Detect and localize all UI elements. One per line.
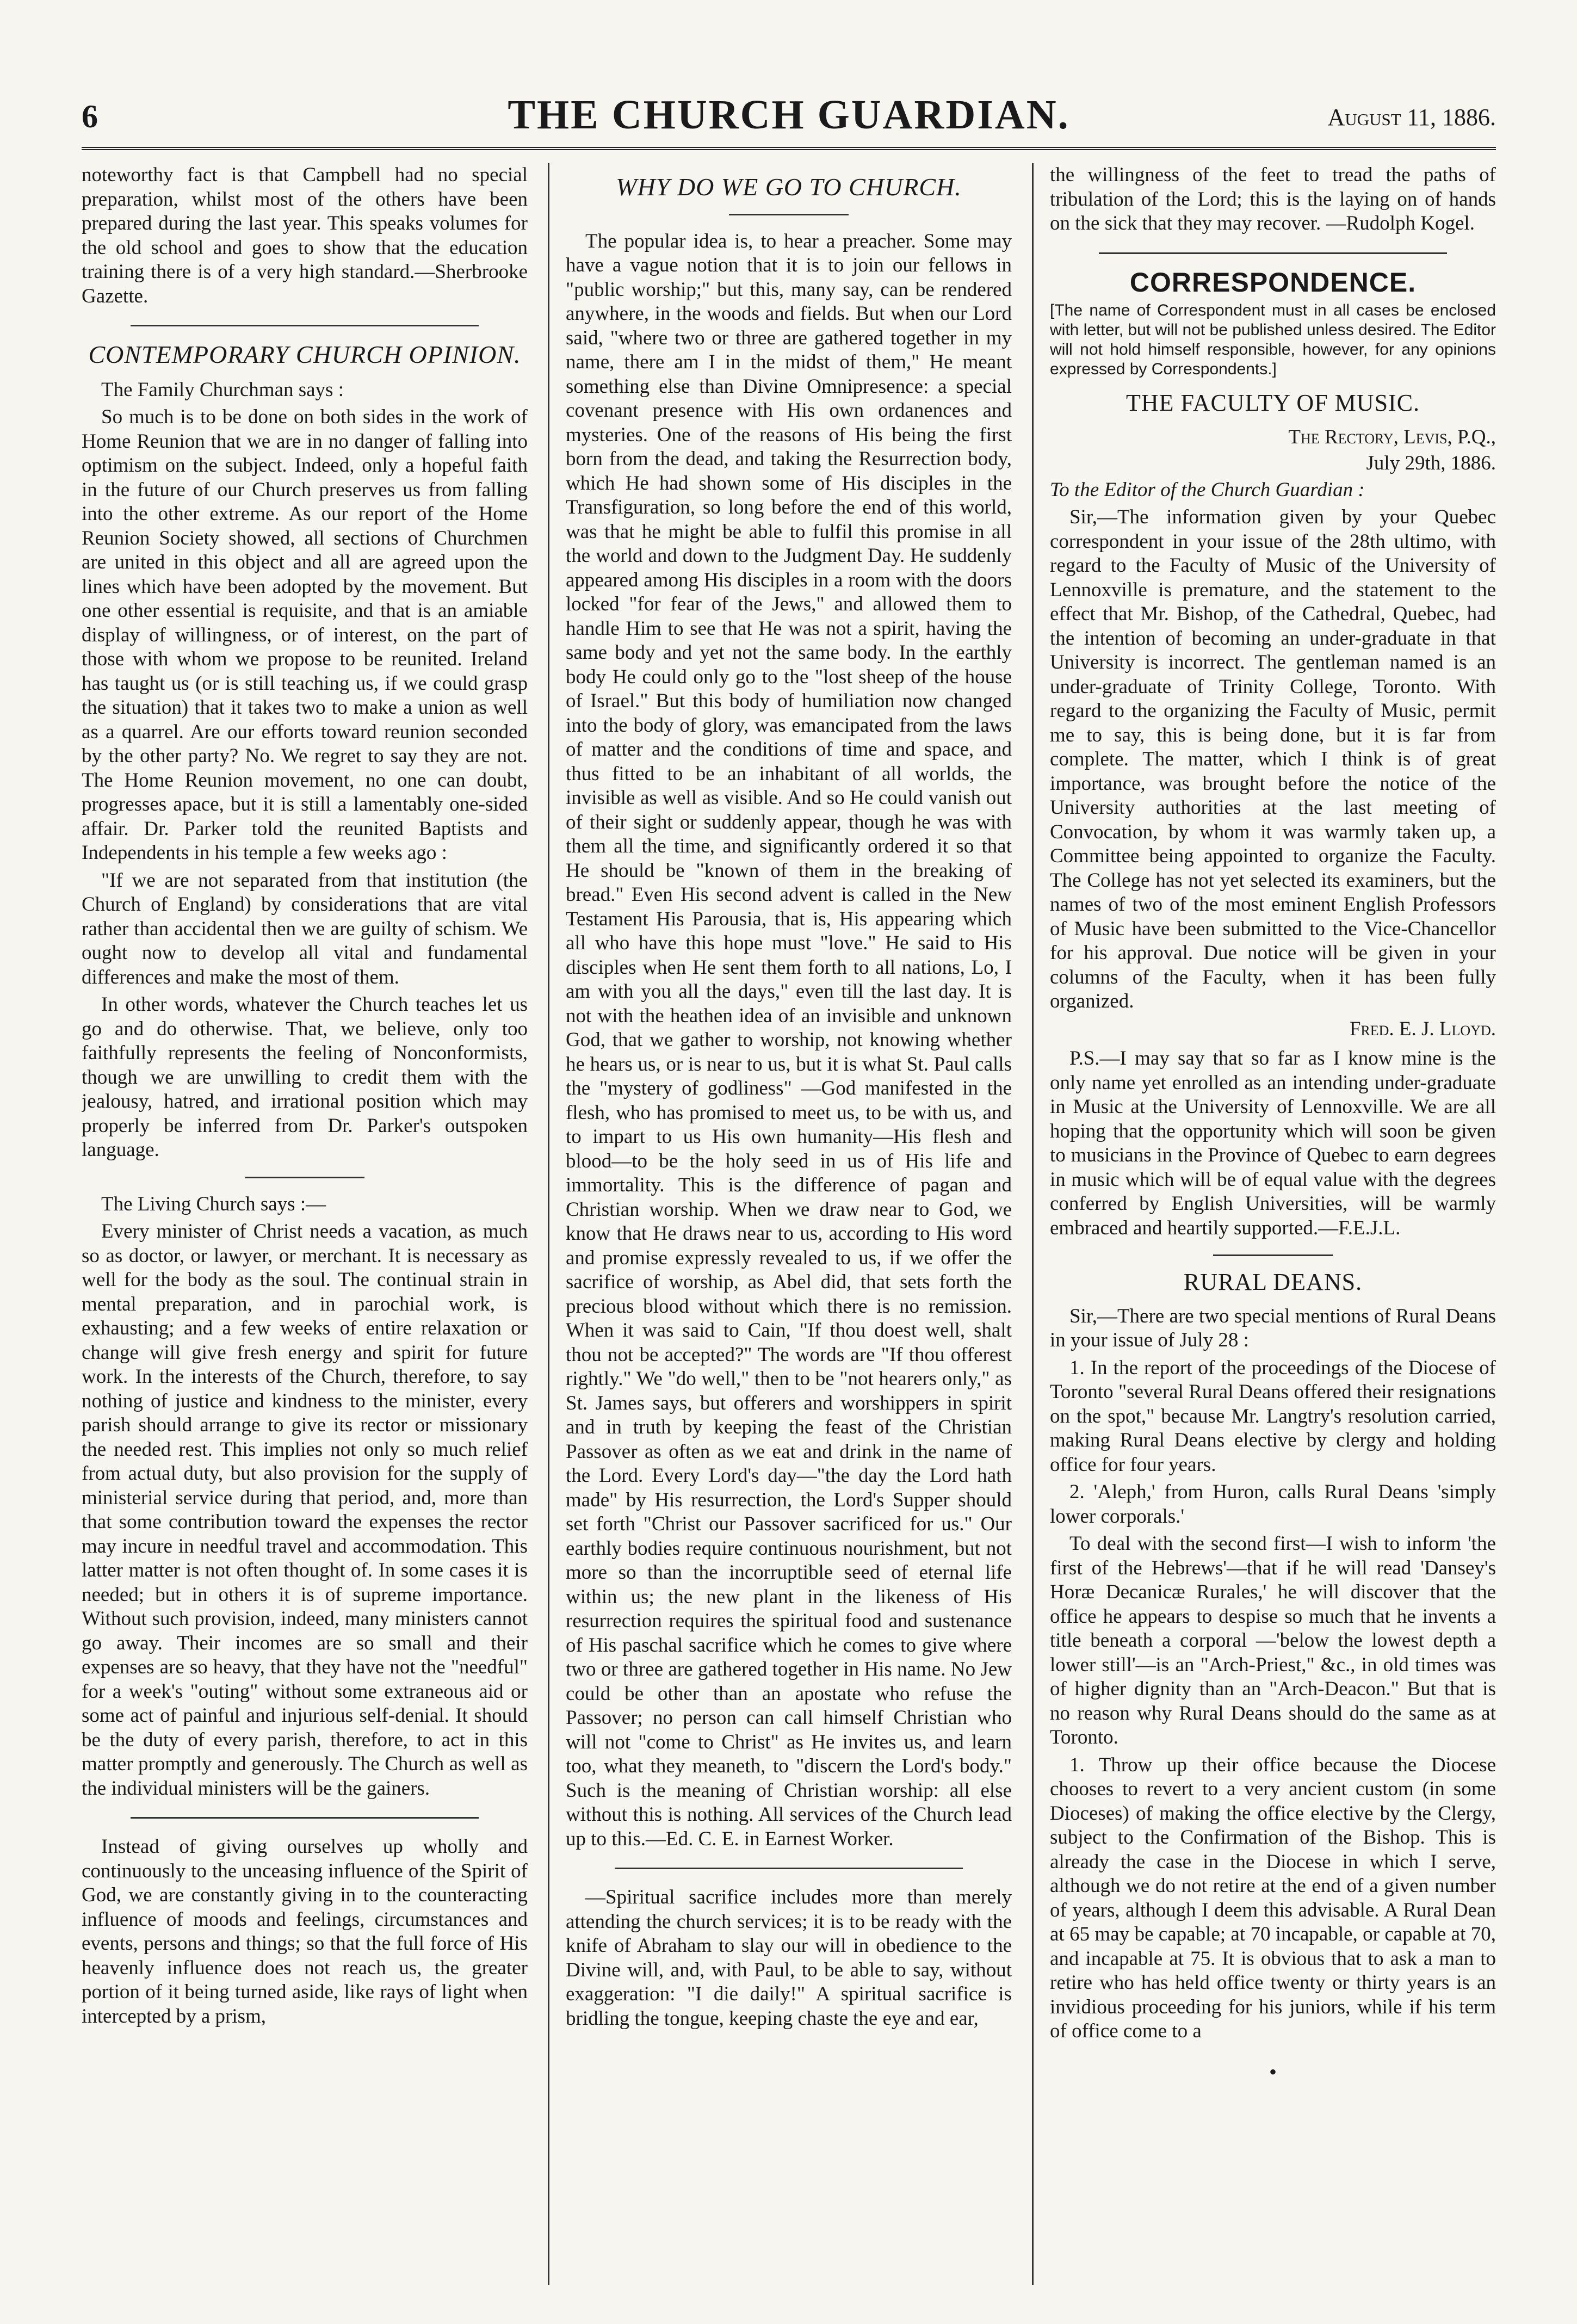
column-2 <box>566 163 1012 2285</box>
divider <box>729 214 849 215</box>
newspaper-title: THE CHURCH GUARDIAN. <box>508 92 1070 138</box>
paragraph: 2. 'Aleph,' from Huron, calls Rural Deans 'simply lower corporals.' <box>1050 1481 1496 1528</box>
page-bullet: • <box>1269 2059 1277 2084</box>
column-rule-left <box>548 163 549 2285</box>
article-fragment: noteworthy fact is that Campbell had no special preparation, whilst most of the others have been prepared during the last year. This speaks volumes for the old school and goes to show that the education training there is of a very high standard.—Sherbrooke Gazette. <box>82 164 528 307</box>
section-heading-correspondence: CORRESPONDENCE. <box>1129 267 1417 298</box>
section-heading-contemporary-opinion: CONTEMPORARY CHURCH OPINION. <box>88 341 521 368</box>
letter-signature: Fred. E. J. Lloyd. <box>1349 1017 1496 1040</box>
paragraph: Instead of giving ourselves up wholly and continuously to the unceasing influence of the Spirit of God, we are constantly giving in to the counteracting influence of moods and feelings, circumstances and events, persons and things; so that the full force of His heavenly influence does not reach us, the greater portion of it being turned aside, like rays of light when intercepted by a prism, <box>82 1835 528 2028</box>
paragraph: To deal with the second first—I wish to inform 'the first of the Hebrews'—that if he will read 'Dansey's Horæ Decanicæ Rurales,' he will discover that the office he appears to despise so much that he invents a title beneath a corporal —'below the lowest depth a lower still'—is an "Arch-Priest," &c., in old times was of higher dignity than an "Arch-Deacon." But that is no reason why Rural Deans should do the same as at Toronto. <box>1050 1532 1496 1748</box>
paragraph: 1. In the report of the proceedings of the Diocese of Toronto "several Rural Deans offered their resignations on the spot," because Mr. Langtry's resolution carried, making Rural Deans elective by clergy and holding office for four years. <box>1050 1356 1496 1476</box>
editorial-note: [The name of Correspondent must in all cases be enclosed with letter, but will not be published unless desired. The Editor will not hold himself responsible, however, for any opinions expressed by Correspondents.] <box>1050 301 1496 378</box>
postscript: P.S.—I may say that so far as I know mine is the only name yet enrolled as an intending under-graduate in Music at the University of Lennoxville. We are all hoping that the opportunity which will soon be given to musicians in the Province of Quebec to earn degrees in music which will be of equal value with the degrees conferred by English Universities, will be warmly embraced and heartily supported.—F.E.J.L. <box>1050 1047 1496 1239</box>
section-divider <box>131 1817 479 1819</box>
divider <box>245 1177 364 1178</box>
masthead <box>82 82 1496 150</box>
section-divider <box>615 1868 963 1869</box>
quote-intro-family-churchman: The Family Churchman says : <box>101 378 344 401</box>
letter-heading-faculty-of-music: THE FACULTY OF MUSIC. <box>1125 390 1420 416</box>
letter-address: The Rectory, Levis, P.Q., <box>1288 425 1496 448</box>
paragraph: —Spiritual sacrifice includes more than merely attending the church services; it is to be ready with the knife of Abraham to slay our will in obedience to the Divine will, and, with Paul, to be able to say, without exaggeration: "I die daily!" A spiritual sacrifice is bridling the tongue, keeping chaste the eye and ear, <box>566 1886 1012 2030</box>
paragraph: The popular idea is, to hear a preacher. Some may have a vague notion that it is to join our fellows in "public worship;" but this, many say, can be rendered anywhere, in the woods and fields. But when our Lord said, "where two or three are gathered together in my name, there am I in the midst of them," He meant something else than Divine Omnipresence: a special covenant presence with His own ordanences and mysteries. One of the reasons of His being the first born from the dead, and taking the Resurrection body, which He had shown some of His disciples in the Transfiguration, so long before the end of this world, was that he might be able to fulfil this promise in all the world and down to the Judgment Day. He suddenly appeared among His disciples in a room with the doors locked "for fear of the Jews," and allowed them to handle Him to see that He was not a spirit, having the same body and yet not the same body. In the earthly body He could only go to the "lost sheep of the house of Israel." But this body of humiliation now changed into the body of glory, was emancipated from the laws of matter and the conditions of time and space, and thus fitted to be an inhabitant of all worlds, the invisible as well as visible. And so He could vanish out of their sight or suddenly appear, though he was with them all the time, and significantly ordered it so that He should be "known of them in the breaking of bread." Even His second advent is called in the New Testament His Parousia, that is, His appearing which all who have this hope must "love." He said to His disciples when He sent them forth to all nations, Lo, I am with you all the days," even till the last day. It is not with the heathen idea of an invisible and unknown God, that we gather to worship, not knowing whether he hears us, or is near to us, but it is what St. Paul calls the "mystery of godliness" —God manifested in the flesh, who has promised to meet us, to be with us, and to impart to us His own humanity—His flesh and blood—to be the holy seed in us of His life and immortality. This is the difference of pagan and Christian worship. When we draw near to God, we know that He draws near to us, according to His word and promise expressly revealed to us, if we offer the sacrifice of worship, as Abel did, that sets forth the precious blood without which there is no remission. When it was said to Cain, "If thou doest well, shalt thou not be accepted?" The words are "If thou offerest rightly." We "do well," then to be "not hearers only," as St. James says, but offerers and worshippers in spirit and in truth by keeping the feast of the Christian Passover as often as we eat and drink in the name of the Lord. Every Lord's day—"the day the Lord hath made" by His resurrection, the Lord's Supper should set forth "Christ our Passover sacrificed for us." Our earthly bodies require continuous nourishment, but not more so than the incorruptible seed of eternal life within us; the new plant in the likeness of His resurrection requires the spiritual food and sustenance of His paschal sacrifice which he comes to give where two or three are gathered together in His name. No Jew could be other than an apostate who refuse the Passover; no person can call himself Christian who will not "come to Christ" as He invites us, and learn too, what they meaneth, to "discern the Lord's body." Such is the meaning of Christian worship: all else without this is nothing. All services of the Church lead up to this.—Ed. C. E. in Earnest Worker. <box>566 230 1012 1850</box>
column-3 <box>1050 163 1496 2285</box>
letter-heading-rural-deans: RURAL DEANS. <box>1183 1269 1363 1295</box>
paragraph: Every minister of Christ needs a vacation, as much so as doctor, or lawyer, or merchant. It is necessary as well for the body as the soul. The continual strain in mental preparation, and in parochial work, is exhausting; and a few weeks of entire relaxation or change will give fresh energy and spirit for future work. In the interests of the Church, therefore, to say nothing of justice and kindness to the minister, every parish should arrange to give its rector or missionary the needed rest. This implies not only so much relief from actual duty, but also provision for the supply of ministerial service during that period, and, more than that some contribution toward the expenses the rector may incure in needful travel and accommodation. This latter matter is not often thought of. In some cases it is needed; but in others it is of supreme importance. Without such provision, indeed, many ministers cannot go away. Their incomes are so small and their expenses are so heavy, that they have not the "needful" for a week's "outing" without some extraneous aid or some act of painful and injurious self-denial. It should be the duty of every parish, therefore, to act in this matter promptly and generously. The Church as well as the individual ministers will be the gainers. <box>82 1220 528 1800</box>
section-divider <box>1099 252 1447 254</box>
article-fragment: the willingness of the feet to tread the paths of tribulation of the Lord; this is the laying on of hands on the sick that they may recover. —Rudolph Kogel. <box>1050 164 1496 234</box>
divider <box>1213 1254 1333 1256</box>
section-divider <box>131 325 479 326</box>
quotation: "If we are not separated from that institution (the Church of England) by considerations that are vital rather than accidental then we are guilty of schism. We ought now to develop all vital and fundamental differences and make the most of them. <box>82 869 528 988</box>
paragraph: So much is to be done on both sides in the work of Home Reunion that we are in no danger of falling into optimism on the subject. Indeed, only a hopeful faith in the future of our Church preserves us from falling into the other extreme. As our report of the Home Reunion Society showed, all sections of Churchmen are united in this object and all are agreed upon the lines which have been adopted by the movement. But one other essential is requisite, and that is an amiable display of willingness, or of interest, on the part of those with whom we propose to be reunited. Ireland has taught us (or is still teaching us, if we could grasp the situation) that it takes two to make a union as well as a quarrel. Are our efforts toward reunion seconded by the other party? No. We regret to say they are not. The Home Reunion movement, no one can doubt, progresses apace, but it is still a lamentably one-sided affair. Dr. Parker told the reunited Baptists and Independents in his temple a few weeks ago : <box>82 406 528 864</box>
paragraph: 1. Throw up their office because the Diocese chooses to revert to a very ancient custom (in some Dioceses) of making the office elective by the Clergy, subject to the Confirmation of the Bishop. This is already the case in the Diocese in which I serve, although we do not retire at the end of a given number of years, although I deem this advisable. A Rural Dean at 65 may be capable; at 70 incapable, or capable at 70, and incapable at 75. It is obvious that to ask a man to retire who has held office twenty or thirty years is an invidious proceeding for his juniors, while if his term of office come to a <box>1050 1753 1496 2042</box>
paragraph: In other words, whatever the Church teaches let us go and do otherwise. That, we believe, only too faithfully represents the feeling of Nonconformists, though we are unwilling to credit them with the jealousy, hatred, and irrational position which may properly be inferred from Dr. Parker's outspoken language. <box>82 993 528 1161</box>
page-number: 6 <box>82 98 98 134</box>
letter-date: July 29th, 1886. <box>1366 452 1496 474</box>
column-rule-right <box>1032 163 1034 2285</box>
paragraph: Sir,—The information given by your Quebec correspondent in your issue of the 28th ultimo, with regard to the Faculty of Music of the University of Lennoxville is premature, and the statement to the effect that Mr. Bishop, of the Cathedral, Quebec, had the intention of becoming an under-graduate in that University is incorrect. The gentleman named is an under-graduate of Trinity College, Toronto. With regard to the organizing the Faculty of Music, permit me to say, this is being done, but it is far from complete. The matter, which I think is of great importance, was brought before the notice of the University authorities at the last meeting of Convocation, by whom it was warmly taken up, a Committee being appointed to organize the Faculty. The College has not yet selected its examiners, but the names of two of the most eminent English Professors of Music have been submitted to the Vice-Chancellor for his approval. Due notice will be given in your columns of the Faculty, when it has been fully organized. <box>1050 506 1496 1012</box>
issue-date: August 11, 1886. <box>1327 104 1496 131</box>
letter-salutation: To the Editor of the Church Guardian : <box>1050 478 1365 501</box>
article-heading-why-church: WHY DO WE GO TO CHURCH. <box>616 173 962 201</box>
column-1 <box>82 163 528 2285</box>
paragraph: Sir,—There are two special mentions of Rural Deans in your issue of July 28 : <box>1050 1305 1496 1351</box>
quote-intro-living-church: The Living Church says :— <box>101 1192 326 1215</box>
